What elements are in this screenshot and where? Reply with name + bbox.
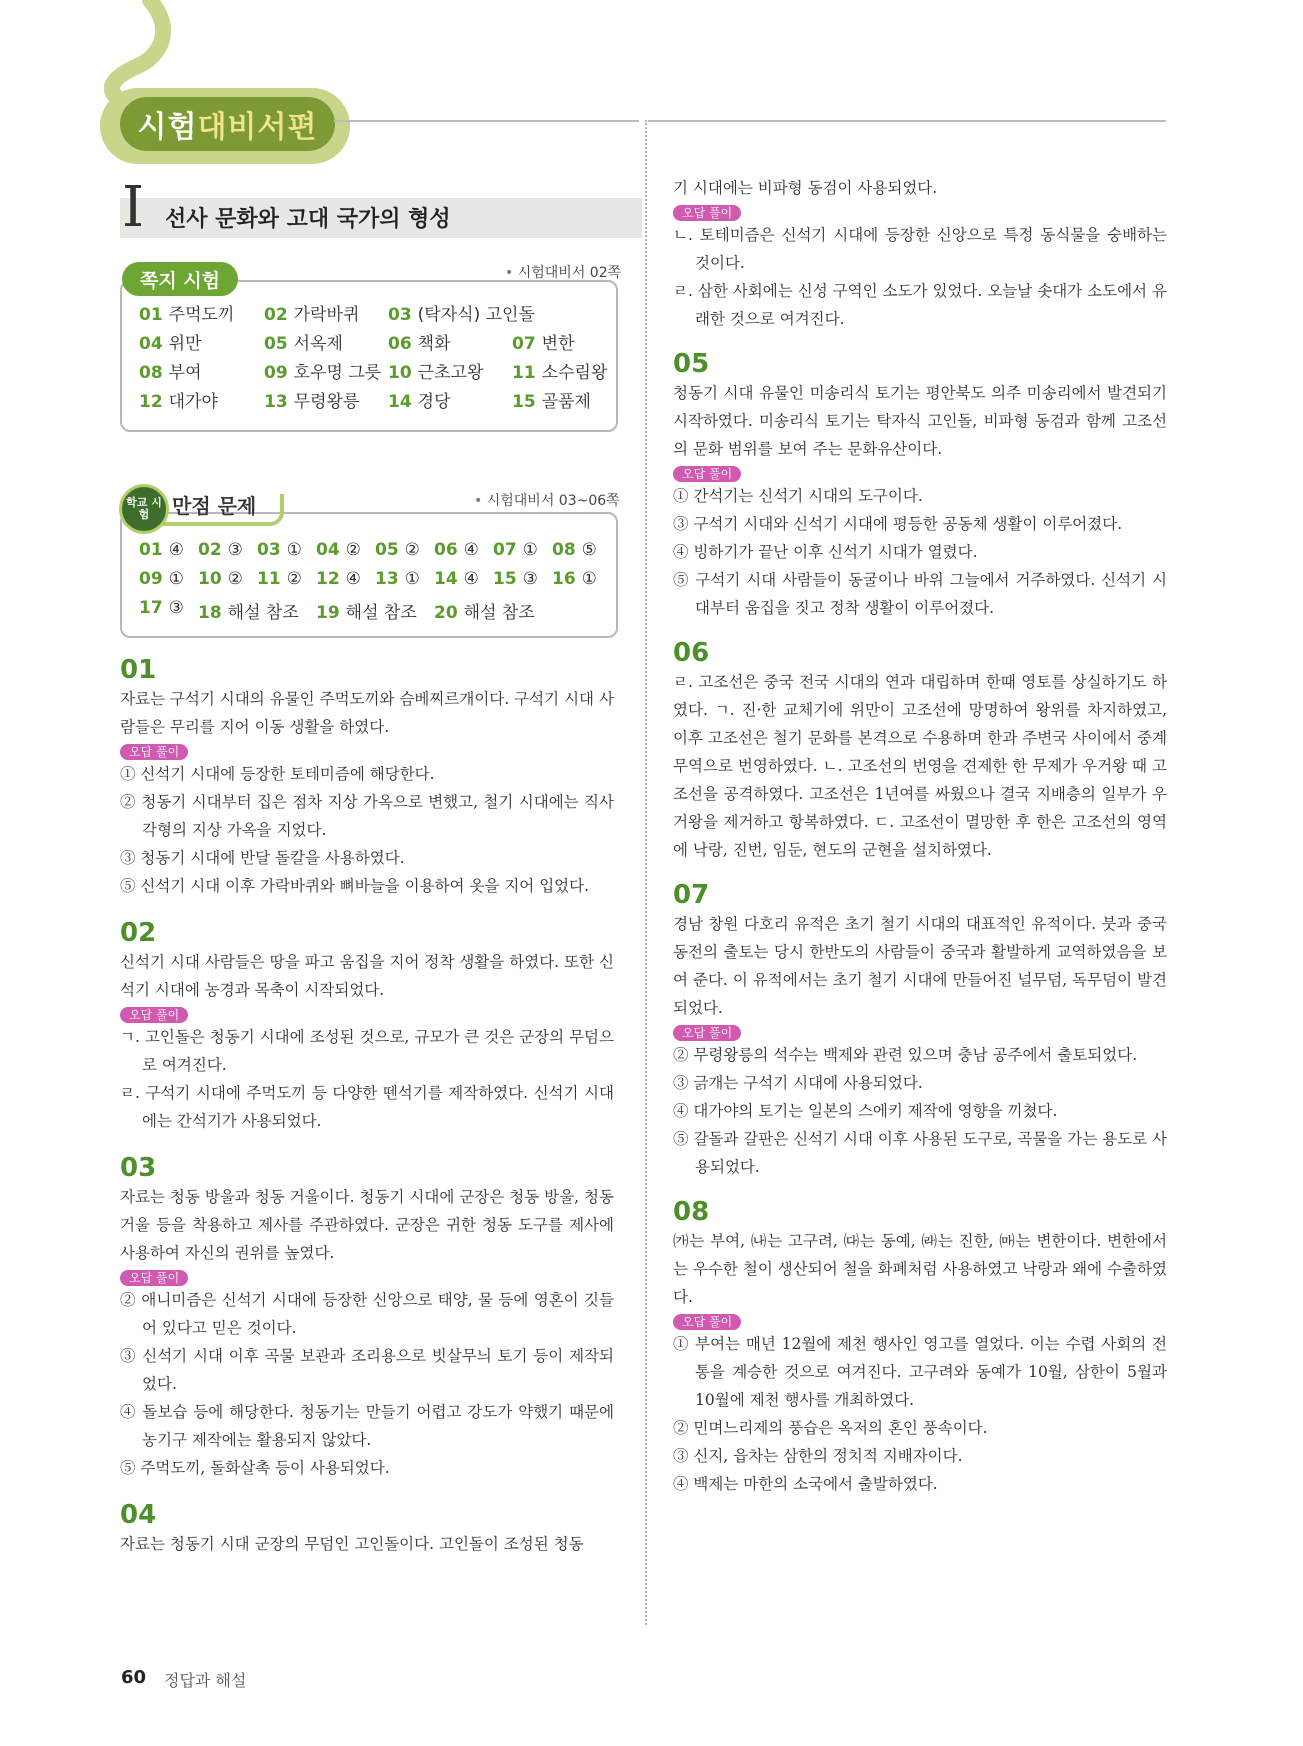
- exam-item-answer: 해설 참조: [463, 603, 535, 623]
- quiz-item-number: 05: [264, 334, 288, 354]
- explanation-item: ⑤ 신석기 시대 이후 가락바퀴와 뼈바늘을 이용하여 옷을 지어 입었다.: [120, 877, 590, 895]
- quiz-badge-label: 쪽지 시험: [140, 269, 221, 292]
- answer-section-08: [673, 1197, 1167, 1498]
- answer-section-04-continued: [673, 174, 1167, 333]
- quiz-badge: [122, 262, 238, 296]
- section-body: ㄹ. 고조선은 중국 전국 시대의 연과 대립하며 한때 영토를 상실하기도 하였다. ㄱ. 진·한 교체기에 위만이 고조선에 망명하여 왕위를 차지하였고, 이후 고조선은 철기 문화를 본격으로 수용하며 한과 주변국 사이에서 중계 무역으로 번영하였다. ㄴ. 고조선의 번영을 견제한 한 무제가 우거왕 때 고조선을 공격하였다. 고조선은 1년여를 싸웠으나 결국 지배층의 일부가 우거왕을 제거하고 항복하였다. ㄷ. 고조선이 멸망한 후 한은 고조선의 영역에 낙랑, 진번, 임둔, 현도의 군현을 설치하였다.: [673, 673, 1167, 859]
- quiz-item-number: 09: [264, 363, 288, 383]
- exam-item: [375, 540, 420, 560]
- exam-item-answer: ②: [345, 540, 361, 560]
- exam-item-answer: ①: [522, 540, 538, 560]
- exam-item: [257, 540, 302, 560]
- exam-item-number: 09: [139, 569, 163, 589]
- quiz-item: [139, 329, 202, 354]
- explanation-item: ③ 청동기 시대에 반달 돌칼을 사용하였다.: [120, 849, 405, 867]
- section-number: 08: [673, 1197, 710, 1227]
- quiz-item-number: 15: [512, 392, 536, 412]
- column-divider: [645, 120, 647, 1625]
- answer-section-07: [673, 880, 1167, 1181]
- exam-item: [316, 598, 417, 623]
- exam-item-number: 12: [316, 569, 340, 589]
- quiz-item-number: 12: [139, 392, 163, 412]
- quiz-grid: [139, 300, 609, 420]
- answer-section-06: [673, 638, 1167, 864]
- exam-item-number: 08: [552, 540, 576, 560]
- section-body: 청동기 시대 유물인 미송리식 토기는 평안북도 의주 미송리에서 발견되기 시작하였다. 미송리식 토기는 탁자식 고인돌, 비파형 동검과 함께 고조선의 문화 범위를 보여 주는 문화유산이다.: [673, 384, 1167, 458]
- wrong-answer-tag: 오답 풀이: [120, 1270, 188, 1286]
- exam-item-number: 11: [257, 569, 281, 589]
- quiz-item: [388, 329, 451, 354]
- quiz-item: [388, 358, 483, 383]
- answer-section-03: [120, 1153, 614, 1482]
- explanation-item: ② 민며느리제의 풍습은 옥저의 혼인 풍속이다.: [673, 1419, 988, 1437]
- quiz-item: [388, 300, 535, 325]
- wrong-answer-tag: 오답 풀이: [673, 1314, 741, 1330]
- explanation-item: ② 애니미즘은 신석기 시대에 등장한 신앙으로 태양, 물 등에 영혼이 깃들어 있다고 믿은 것이다.: [120, 1291, 614, 1337]
- quiz-item-number: 08: [139, 363, 163, 383]
- quiz-item-number: 03: [388, 305, 412, 325]
- wrong-answer-tag: 오답 풀이: [673, 205, 741, 221]
- quiz-item-number: 01: [139, 305, 163, 325]
- quiz-item: [388, 387, 451, 412]
- exam-item-number: 10: [198, 569, 222, 589]
- explanation-item: ④ 대가야의 토기는 일본의 스에키 제작에 영향을 끼쳤다.: [673, 1102, 1058, 1120]
- exam-item-answer: ③: [168, 598, 184, 618]
- exam-item: [139, 598, 184, 618]
- section-body: 자료는 청동 방울과 청동 거울이다. 청동기 시대에 군장은 청동 방울, 청동 거울 등을 착용하고 제사를 주관하였다. 군장은 귀한 청동 도구를 제사에 사용하여 자신의 권위를 높였다.: [120, 1188, 614, 1262]
- explanation-item: ④ 백제는 마한의 소국에서 출발하였다.: [673, 1475, 938, 1493]
- header-tab-text-1: 시험: [137, 110, 198, 145]
- exam-item-answer: 해설 참조: [227, 603, 299, 623]
- quiz-item: [264, 329, 343, 354]
- quiz-item: [264, 358, 381, 383]
- exam-item-answer: ②: [286, 569, 302, 589]
- exam-item-answer: ④: [168, 540, 184, 560]
- left-column: [120, 655, 614, 1558]
- section-number: 06: [673, 638, 710, 668]
- exam-item: [434, 540, 479, 560]
- exam-item: [434, 569, 479, 589]
- quiz-item: [264, 387, 359, 412]
- exam-grid: [139, 540, 609, 630]
- exam-item-number: 16: [552, 569, 576, 589]
- quiz-item-number: 04: [139, 334, 163, 354]
- exam-item-number: 02: [198, 540, 222, 560]
- exam-item-number: 03: [257, 540, 281, 560]
- section-body: 자료는 구석기 시대의 유물인 주먹도끼와 슴베찌르개이다. 구석기 시대 사람들은 무리를 지어 이동 생활을 하였다.: [120, 690, 614, 736]
- quiz-item: [512, 329, 575, 354]
- exam-item-number: 06: [434, 540, 458, 560]
- explanation-item: ④ 돌보습 등에 해당한다. 청동기는 만들기 어렵고 강도가 약했기 때문에 농기구 제작에는 활용되지 않았다.: [120, 1403, 614, 1449]
- quiz-item-number: 06: [388, 334, 412, 354]
- explanation-item: ① 신석기 시대에 등장한 토테미즘에 해당한다.: [120, 765, 435, 783]
- exam-item: [198, 540, 243, 560]
- exam-ref: • 시험대비서 03~06쪽: [474, 490, 620, 510]
- exam-item-number: 01: [139, 540, 163, 560]
- wrong-answer-tag: 오답 풀이: [673, 466, 741, 482]
- explanation-item: ③ 긁개는 구석기 시대에 사용되었다.: [673, 1074, 923, 1092]
- explanation-item: ① 간석기는 신석기 시대의 도구이다.: [673, 487, 923, 505]
- explanation-item: ② 무령왕릉의 석수는 백제와 관련 있으며 충남 공주에서 출토되었다.: [673, 1046, 1138, 1064]
- explanation-item: ④ 빙하기가 끝난 이후 신석기 시대가 열렸다.: [673, 543, 978, 561]
- quiz-item-number: 02: [264, 305, 288, 325]
- exam-item: [139, 540, 184, 560]
- quiz-item-answer: 호우명 그릇: [293, 363, 382, 383]
- exam-item-number: 13: [375, 569, 399, 589]
- explanation-item: ㄱ. 고인돌은 청동기 시대에 조성된 것으로, 규모가 큰 것은 군장의 무덤으로 여겨진다.: [120, 1028, 614, 1074]
- explanation-item: ⑤ 갈돌과 갈판은 신석기 시대 이후 사용된 도구로, 곡물을 가는 용도로 사용되었다.: [673, 1130, 1167, 1176]
- exam-item: [552, 569, 597, 589]
- header-tab-text-2: 대비서편: [197, 110, 318, 145]
- exam-item-answer: ③: [522, 569, 538, 589]
- quiz-item-answer: 대가야: [168, 392, 218, 412]
- exam-item-answer: ②: [227, 569, 243, 589]
- section-number: 05: [673, 349, 710, 379]
- answer-section-04: [120, 1500, 614, 1558]
- quiz-item: [512, 358, 607, 383]
- explanation-item: ② 청동기 시대부터 집은 점차 지상 가옥으로 변했고, 철기 시대에는 직사각형의 지상 가옥을 지었다.: [120, 793, 614, 839]
- exam-item-answer: ④: [463, 569, 479, 589]
- top-rule-right: [648, 120, 1166, 122]
- exam-item-number: 04: [316, 540, 340, 560]
- explanation-item: ① 부여는 매년 12월에 제천 행사인 영고를 열었다. 이는 수렵 사회의 전통을 계승한 것으로 여겨진다. 고구려와 동예가 10월, 삼한이 5월과 10월에 제천 행사를 개최하였다.: [673, 1335, 1167, 1409]
- exam-item: [139, 569, 184, 589]
- quiz-item-answer: 변한: [541, 334, 575, 354]
- section-body: 자료는 청동기 시대 군장의 무덤인 고인돌이다. 고인돌이 조성된 청동: [120, 1535, 584, 1553]
- exam-item-answer: ①: [286, 540, 302, 560]
- section-body: ㈎는 부여, ㈏는 고구려, ㈐는 동예, ㈑는 진한, ㈒는 변한이다. 변한에서는 우수한 철이 생산되어 철을 화폐처럼 사용하였고 낙랑과 왜에 수출하였다.: [673, 1232, 1167, 1306]
- explanation-item: ③ 신석기 시대 이후 곡물 보관과 조리용으로 빗살무늬 토기 등이 제작되었다.: [120, 1347, 614, 1393]
- quiz-item-answer: 무령왕릉: [293, 392, 360, 412]
- exam-item-answer: ①: [404, 569, 420, 589]
- exam-item: [198, 569, 243, 589]
- quiz-item-answer: 서옥제: [293, 334, 343, 354]
- quiz-item-answer: (탁자식) 고인돌: [417, 305, 535, 325]
- top-rule-left: [334, 120, 639, 122]
- chapter-numeral: I: [122, 175, 145, 240]
- quiz-item-answer: 주먹도끼: [168, 305, 235, 325]
- quiz-item-answer: 소수림왕: [541, 363, 608, 383]
- quiz-item-answer: 위만: [168, 334, 202, 354]
- answer-section-01: [120, 655, 614, 900]
- section-number: 02: [120, 918, 157, 948]
- quiz-item-answer: 가락바퀴: [293, 305, 360, 325]
- explanation-item: ⑤ 주먹도끼, 돌화살촉 등이 사용되었다.: [120, 1459, 390, 1477]
- section-number: 01: [120, 655, 157, 685]
- explanation-item: ㄹ. 구석기 시대에 주먹도끼 등 다양한 뗀석기를 제작하였다. 신석기 시대에는 간석기가 사용되었다.: [120, 1084, 614, 1130]
- quiz-item: [512, 387, 591, 412]
- quiz-item-answer: 골품제: [541, 392, 591, 412]
- quiz-item-number: 07: [512, 334, 536, 354]
- exam-item-number: 15: [493, 569, 517, 589]
- exam-item-number: 18: [198, 603, 222, 623]
- exam-item-number: 07: [493, 540, 517, 560]
- explanation-item: ㄹ. 삼한 사회에는 신성 구역인 소도가 있었다. 오늘날 솟대가 소도에서 유래한 것으로 여겨진다.: [673, 282, 1167, 328]
- section-body: 경남 창원 다호리 유적은 초기 철기 시대의 대표적인 유적이다. 붓과 중국 동전의 출토는 당시 한반도의 사람들이 중국과 활발하게 교역하였음을 보여 준다. 이 유적에서는 초기 철기 시대에 만들어진 널무덤, 독무덤이 발견되었다.: [673, 915, 1167, 1017]
- section-number: 03: [120, 1153, 157, 1183]
- explanation-item: ③ 구석기 시대와 신석기 시대에 평등한 공동체 생활이 이루어졌다.: [673, 515, 1123, 533]
- section-header-tab: [120, 97, 335, 151]
- section-body-continued: 기 시대에는 비파형 동검이 사용되었다.: [673, 179, 938, 197]
- explanation-item: ⑤ 구석기 시대 사람들이 동굴이나 바위 그늘에서 거주하였다. 신석기 시대부터 움집을 짓고 정착 생활이 이루어졌다.: [673, 571, 1167, 617]
- section-number: 07: [673, 880, 710, 910]
- answer-section-05: [673, 349, 1167, 622]
- quiz-item-number: 10: [388, 363, 412, 383]
- explanation-item: ③ 신지, 읍차는 삼한의 정치적 지배자이다.: [673, 1447, 963, 1465]
- exam-item: [375, 569, 420, 589]
- chapter-title: 선사 문화와 고대 국가의 형성: [165, 207, 451, 232]
- quiz-item-number: 13: [264, 392, 288, 412]
- exam-item-number: 14: [434, 569, 458, 589]
- page-number: 60: [121, 1667, 147, 1688]
- wrong-answer-tag: 오답 풀이: [120, 1007, 188, 1023]
- quiz-item-answer: 책화: [417, 334, 451, 354]
- exam-item: [257, 569, 302, 589]
- quiz-item-number: 11: [512, 363, 536, 383]
- section-number: 04: [120, 1500, 157, 1530]
- exam-circle-badge: 학교 시험: [119, 484, 169, 534]
- exam-item-answer: 해설 참조: [345, 603, 417, 623]
- quiz-item: [139, 358, 202, 383]
- exam-item-answer: ②: [404, 540, 420, 560]
- quiz-item: [139, 387, 218, 412]
- explanation-item: ㄴ. 토테미즘은 신석기 시대에 등장한 신앙으로 특정 동식물을 숭배하는 것이다.: [673, 226, 1167, 272]
- quiz-ref: • 시험대비서 02쪽: [505, 262, 621, 282]
- exam-item-answer: ⑤: [581, 540, 597, 560]
- exam-item-answer: ①: [581, 569, 597, 589]
- exam-item-number: 20: [434, 603, 458, 623]
- exam-item: [434, 598, 535, 623]
- exam-item: [316, 540, 361, 560]
- quiz-item-number: 14: [388, 392, 412, 412]
- exam-item: [198, 598, 299, 623]
- exam-item: [493, 569, 538, 589]
- exam-item-answer: ①: [168, 569, 184, 589]
- quiz-item-answer: 부여: [168, 363, 202, 383]
- answer-section-02: [120, 918, 614, 1135]
- section-body: 신석기 시대 사람들은 땅을 파고 움집을 지어 정착 생활을 하였다. 또한 신석기 시대에 농경과 목축이 시작되었다.: [120, 953, 614, 999]
- exam-item: [316, 569, 361, 589]
- right-column: [673, 174, 1167, 1498]
- exam-item-answer: ④: [345, 569, 361, 589]
- exam-item-number: 19: [316, 603, 340, 623]
- exam-item: [493, 540, 538, 560]
- quiz-item-answer: 경당: [417, 392, 451, 412]
- footer-label: 정답과 해설: [164, 1671, 247, 1690]
- exam-item-number: 17: [139, 598, 163, 618]
- exam-item: [552, 540, 597, 560]
- quiz-item: [264, 300, 359, 325]
- quiz-item-answer: 근초고왕: [417, 363, 484, 383]
- quiz-item: [139, 300, 234, 325]
- wrong-answer-tag: 오답 풀이: [120, 744, 188, 760]
- exam-badge-label: 만점 문제: [172, 494, 257, 518]
- exam-item-answer: ④: [463, 540, 479, 560]
- wrong-answer-tag: 오답 풀이: [673, 1025, 741, 1041]
- exam-item-answer: ③: [227, 540, 243, 560]
- exam-item-number: 05: [375, 540, 399, 560]
